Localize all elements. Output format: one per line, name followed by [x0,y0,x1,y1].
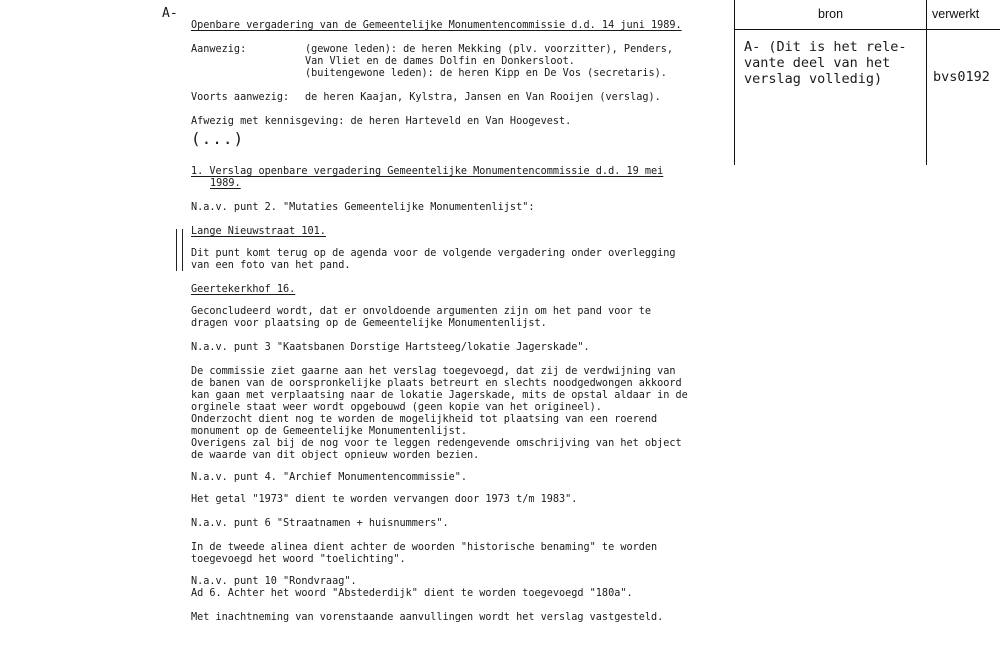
nav3-text-line-2: de banen van de oorspronkelijke plaats betreurt en slechts noodgedwongen akkoord [191,378,682,389]
table-left-border [734,0,735,165]
nav3-text-line-5: Onderzocht dient nog te worden de mogelijkheid tot plaatsing van een roerend [191,414,658,425]
nav3-text-line-4: orginele staat weer wordt opgebouwd (geen kopie van het origineel). [191,402,602,413]
section-1-heading-line-2: 1989. [210,178,241,189]
present-label: Aanwezig: [191,44,247,55]
table-column-divider [926,0,927,165]
nav-punt-6: N.a.v. punt 6 "Straatnamen + huisnummers". [191,518,449,529]
nav6-text-line-2: toegevoegd het woord "toelichting". [191,554,406,565]
present-line-1: (gewone leden): de heren Mekking (plv. voorzitter), Penders, [305,44,674,55]
side-note [744,39,907,87]
also-present-value: de heren Kaajan, Kylstra, Jansen en Van Rooijen (verslag). [305,92,661,103]
geerte-text-line-1: Geconcludeerd wordt, dat er onvoldoende argumenten zijn om het pand voor te [191,306,652,317]
omission-ellipsis: (...) [191,129,245,148]
table-header-rule [734,29,1000,30]
closing-line: Met inachtneming van vorenstaande aanvullingen wordt het verslag vastgesteld. [191,612,664,623]
nav3-text-line-3: kan gaan met verplaatsing naar de lokatie Jagerskade, mits de opstal aldaar in de [191,390,688,401]
nav3-text-line-6: monument op de Gemeentelijke Monumentenlijst. [191,426,468,437]
nav-punt-4: N.a.v. punt 4. "Archief Monumentencommissie". [191,472,468,483]
margin-marker: A- [162,6,178,21]
nav6-text-line-1: In de tweede alinea dient achter de woorden "historische benaming" te worden [191,542,658,553]
nav3-text-line-1: De commissie ziet gaarne aan het verslag toegevoegd, dat zij de verdwijning van [191,366,676,377]
geertekerkhof-heading: Geertekerkhof 16. [191,284,296,295]
absent-line: Afwezig met kennisgeving: de heren Harteveld en Van Hoogevest. [191,116,572,127]
lange-text-line-2: van een foto van het pand. [191,260,351,271]
side-note-line-1: A- (Dit is het rele- [744,39,907,55]
processed-reference: bvs0192 [933,69,990,85]
nav3-text-line-8: de waarde van dit object opnieuw worden bezien. [191,450,480,461]
present-line-2: Van Vliet en de dames Dolfin en Donkersloot. [305,56,575,67]
side-note-line-3: verslag volledig) [744,71,883,87]
present-line-3: (buitengewone leden): de heren Kipp en De Vos (secretaris). [305,68,667,79]
nav10-text: Ad 6. Achter het woord "Abstederdijk" dient te worden toegevoegd "180a". [191,588,633,599]
also-present-label: Voorts aanwezig: [191,92,290,103]
nav-punt-3: N.a.v. punt 3 "Kaatsbanen Dorstige Hartsteeg/lokatie Jagerskade". [191,342,590,353]
margin-change-bars [176,229,183,271]
lange-nieuwstraat-heading: Lange Nieuwstraat 101. [191,226,326,237]
lange-text-line-1: Dit punt komt terug op de agenda voor de volgende vergadering onder overlegging [191,248,676,259]
geerte-text-line-2: dragen voor plaatsing op de Gemeentelijke Monumentenlijst. [191,318,547,329]
nav-punt-2: N.a.v. punt 2. "Mutaties Gemeentelijke Monumentenlijst": [191,202,535,213]
nav3-text-line-7: Overigens zal bij de nog voor te leggen redengevende omschrijving van het object [191,438,682,449]
nav-punt-10: N.a.v. punt 10 "Rondvraag". [191,576,357,587]
column-header-verwerkt: verwerkt [932,7,980,21]
side-note-line-2: vante deel van het [744,55,891,71]
meeting-title: Openbare vergadering van de Gemeentelijke Monumentencommissie d.d. 14 juni 1989. [191,20,682,31]
section-1-heading-line-1: 1. Verslag openbare vergadering Gemeentelijke Monumentencommissie d.d. 19 mei [191,166,664,177]
nav4-text: Het getal "1973" dient te worden vervangen door 1973 t/m 1983". [191,494,578,505]
column-header-bron: bron [818,7,844,21]
